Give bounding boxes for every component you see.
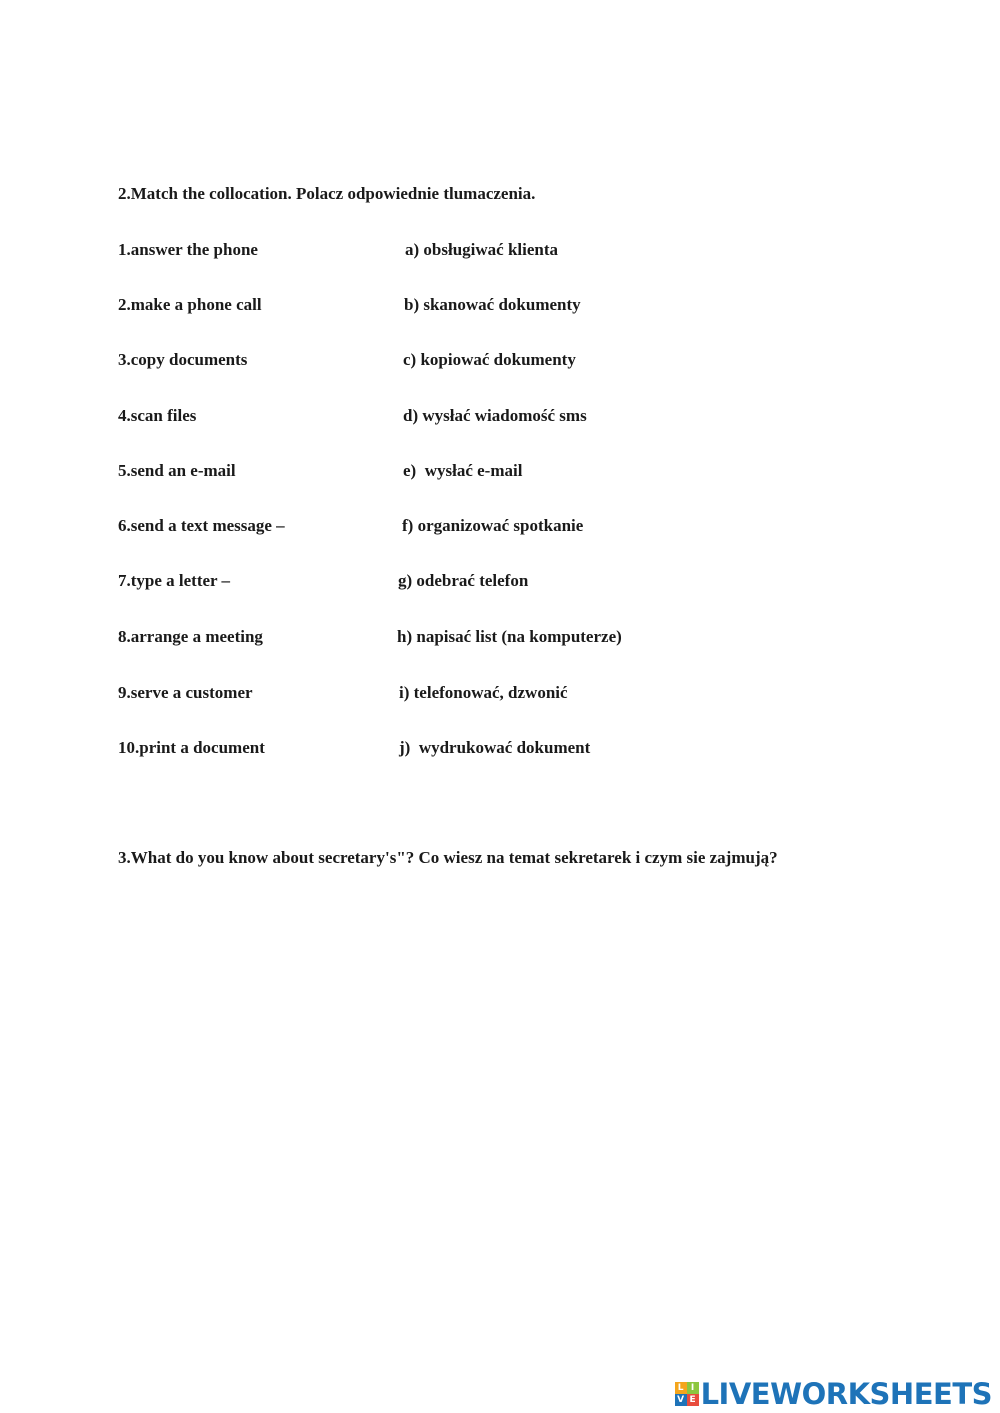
liveworksheets-wordmark: LIVEWORKSHEETS: [700, 1377, 992, 1411]
liveworksheets-logo-icon: [675, 1382, 699, 1406]
translation-item: g) odebrać telefon: [398, 571, 529, 590]
match-row: [0, 240, 1000, 264]
match-row: [0, 738, 1000, 762]
collocation-item: 5.send an e-mail: [118, 461, 236, 480]
match-row: [0, 571, 1000, 595]
match-row: [0, 350, 1000, 374]
translation-item: f) organizować spotkanie: [402, 516, 584, 535]
collocation-item: 3.copy documents: [118, 350, 248, 369]
task3-heading: 3.What do you know about secretary's"? Co wiesz na temat sekretarek i czym sie zajmują?: [118, 848, 778, 867]
translation-item: c) kopiować dokumenty: [403, 350, 576, 369]
collocation-item: 9.serve a customer: [118, 683, 253, 702]
match-row: [0, 516, 1000, 540]
logo-tile: L: [675, 1382, 687, 1394]
translation-item: h) napisać list (na komputerze): [397, 627, 622, 646]
match-row: [0, 627, 1000, 651]
collocation-item: 8.arrange a meeting: [118, 627, 263, 646]
liveworksheets-logo[interactable]: [675, 1379, 992, 1409]
translation-item: a) obsługiwać klienta: [405, 240, 559, 259]
collocation-item: 6.send a text message –: [118, 516, 285, 535]
translation-item: j) wydrukować dokument: [399, 738, 591, 757]
translation-item: i) telefonować, dzwonić: [399, 683, 568, 702]
translation-item: e) wysłać e-mail: [403, 461, 523, 480]
logo-tile: I: [687, 1382, 699, 1394]
match-row: [0, 406, 1000, 430]
logo-tile: V: [675, 1394, 687, 1406]
match-row: [0, 683, 1000, 707]
task2-heading: 2.Match the collocation. Polacz odpowiednie tlumaczenia.: [118, 184, 536, 203]
logo-tile: E: [687, 1394, 699, 1406]
match-row: [0, 295, 1000, 319]
collocation-item: 2.make a phone call: [118, 295, 262, 314]
collocation-item: 7.type a letter –: [118, 571, 231, 590]
collocation-item: 4.scan files: [118, 406, 197, 425]
collocation-item: 1.answer the phone: [118, 240, 258, 259]
collocation-item: 10.print a document: [118, 738, 265, 757]
translation-item: d) wysłać wiadomość sms: [403, 406, 587, 425]
translation-item: b) skanować dokumenty: [404, 295, 581, 314]
match-row: [0, 461, 1000, 485]
